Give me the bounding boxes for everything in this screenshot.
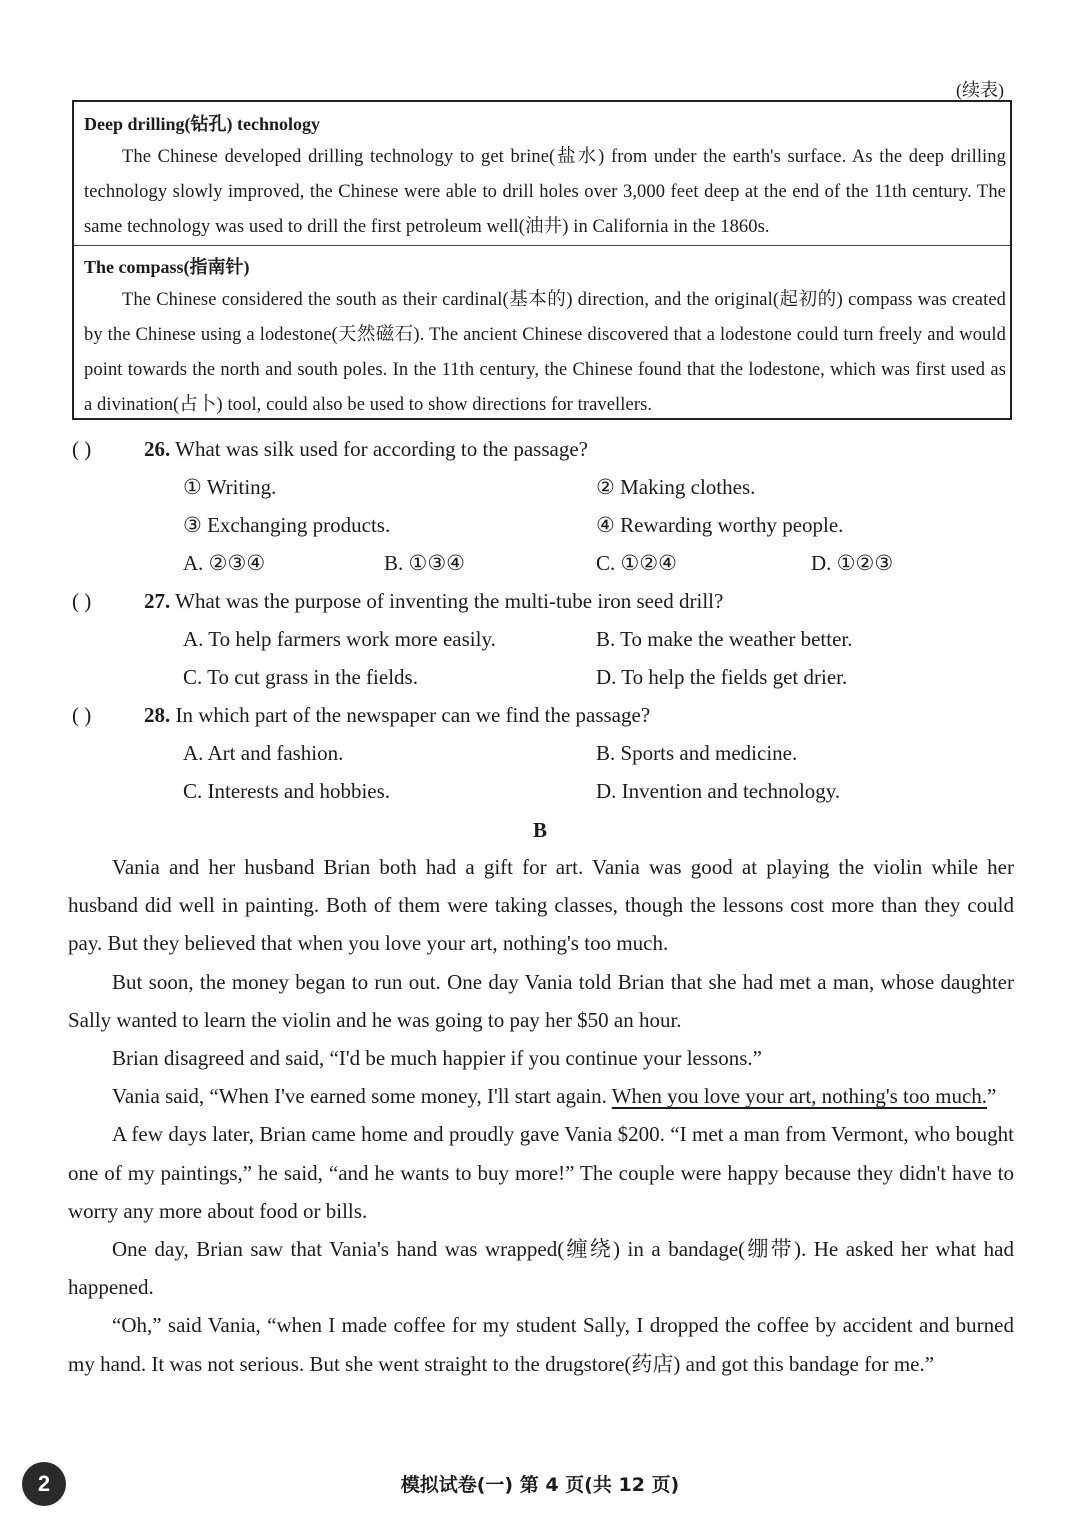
continued-label: (续表) (956, 80, 1004, 100)
answer-blank[interactable]: ( ) (72, 437, 92, 461)
story-paragraph: One day, Brian saw that Vania's hand was wrapped(缠绕) in a bandage(绷带). He asked her what had happened. (68, 1237, 1014, 1300)
story-paragraph: A few days later, Brian came home and proudly gave Vania $200. “I met a man from Vermont, who bought one of my paintings,” he said, “and he wants to buy more!” The couple were happy because they didn't have to worry any more about food or bills. (68, 1122, 1014, 1223)
option-b[interactable]: B. To make the weather better. (596, 627, 853, 651)
section-heading-b: B (532, 818, 547, 842)
option-b[interactable]: B. ①③④ (384, 551, 465, 575)
option-c[interactable]: C. ①②④ (596, 551, 677, 575)
table-divider (74, 245, 1010, 246)
question-number: 27. (144, 589, 171, 613)
question-number: 28. (144, 703, 171, 727)
option-a[interactable]: A. To help farmers work more easily. (183, 627, 496, 651)
story-text: Vania said, “When I've earned some money, I'll start again. (112, 1084, 612, 1109)
story-paragraph (68, 1077, 1014, 1115)
statement-4: ④ Rewarding worthy people. (596, 513, 844, 537)
section-title-drilling: Deep drilling(钻孔) technology (84, 114, 320, 134)
underlined-sentence: When you love your art, nothing's too much. (611, 1084, 988, 1109)
option-c[interactable]: C. To cut grass in the fields. (183, 665, 418, 689)
question-number: 26. (144, 437, 171, 461)
option-b[interactable]: B. Sports and medicine. (596, 741, 798, 765)
answer-blank[interactable]: ( ) (72, 589, 92, 613)
option-c[interactable]: C. Interests and hobbies. (183, 779, 391, 803)
page-footer: 模拟试卷(一) 第 4 页(共 12 页) (400, 1474, 680, 1496)
story-text: ” (987, 1084, 997, 1109)
page-number-badge: 2 (22, 1462, 66, 1506)
story-paragraph: Brian disagreed and said, “I'd be much happier if you continue your lessons.” (112, 1046, 762, 1071)
question-text: What was silk used for according to the passage? (175, 437, 588, 461)
answer-blank[interactable]: ( ) (72, 703, 92, 727)
story-paragraph: “Oh,” said Vania, “when I made coffee for my student Sally, I dropped the coffee by accident and burned my hand. It was not serious. But she went straight to the drugstore(药店) and got this bandage for me.” (68, 1313, 1014, 1376)
question-28 (72, 703, 650, 728)
option-a[interactable]: A. Art and fashion. (183, 741, 344, 765)
info-table (72, 100, 1012, 420)
question-text: What was the purpose of inventing the multi-tube iron seed drill? (175, 589, 724, 613)
reading-passage-b (68, 848, 1014, 1383)
story-paragraph: Vania and her husband Brian both had a gift for art. Vania was good at playing the violin while her husband did well in painting. Both of them were taking classes, though the lessons cost more than they could pay. But they believed that when you love your art, nothing's too much. (68, 855, 1014, 956)
statement-3: ③ Exchanging products. (183, 513, 391, 537)
question-27 (72, 589, 723, 614)
section-text-drilling: The Chinese developed drilling technology to get brine(盐水) from under the earth's surface. As the deep drilling technology slowly improved, the Chinese were able to drill holes over 3,000 feet deep at the end of the 11th century. The same technology was used to drill the first petroleum well(油井) in California in the 1860s. (84, 147, 1006, 237)
statement-2: ② Making clothes. (596, 475, 756, 499)
option-d[interactable]: D. ①②③ (811, 551, 894, 575)
section-title-compass: The compass(指南针) (84, 257, 250, 277)
question-text: In which part of the newspaper can we find the passage? (175, 703, 651, 727)
option-d[interactable]: D. To help the fields get drier. (596, 665, 848, 689)
option-a[interactable]: A. ②③④ (183, 551, 266, 575)
question-26 (72, 437, 588, 462)
section-text-compass: The Chinese considered the south as their cardinal(基本的) direction, and the original(起初的) compass was created by the Chinese using a lodestone(天然磁石). The ancient Chinese discovered that a lodestone could turn freely and would point towards the north and south poles. In the 11th century, the Chinese found that the lodestone, which was first used as a divination(占卜) tool, could also be used to show directions for travellers. (84, 290, 1006, 415)
option-d[interactable]: D. Invention and technology. (596, 779, 841, 803)
story-paragraph: But soon, the money began to run out. One day Vania told Brian that she had met a man, whose daughter Sally wanted to learn the violin and he was going to pay her $50 an hour. (68, 969, 1014, 1032)
statement-1: ① Writing. (183, 475, 277, 499)
